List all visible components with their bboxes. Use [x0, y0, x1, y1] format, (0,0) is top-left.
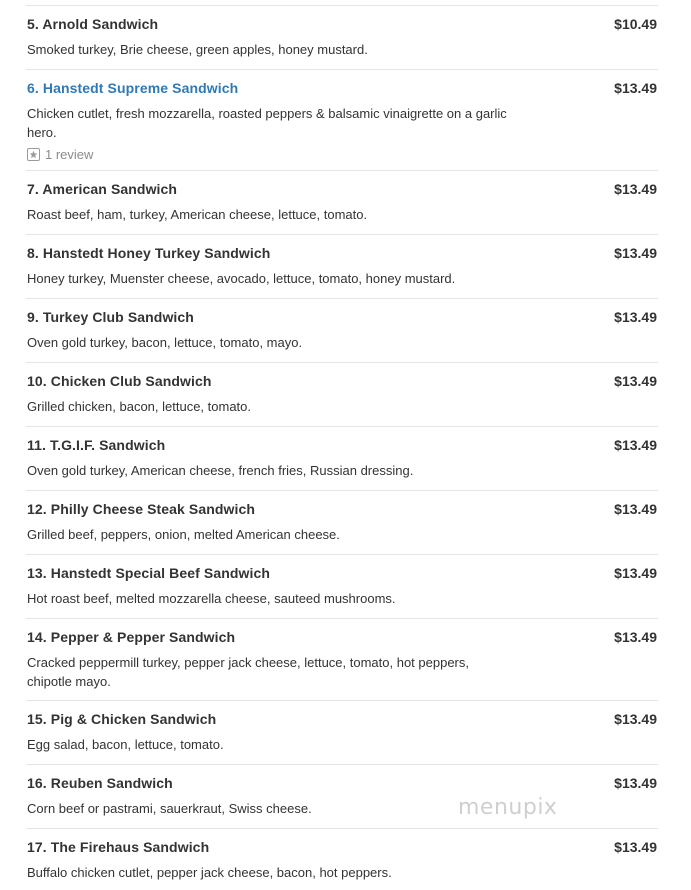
- item-description: Grilled chicken, bacon, lettuce, tomato.: [27, 399, 252, 414]
- item-price: $13.49: [614, 629, 657, 645]
- menu-list: [26, 5, 658, 889]
- item-price: $13.49: [614, 501, 657, 517]
- item-name: 10. Chicken Club Sandwich: [27, 373, 212, 389]
- item-price: $13.49: [614, 839, 657, 855]
- item-name: 15. Pig & Chicken Sandwich: [27, 711, 217, 727]
- item-description: Hot roast beef, melted mozzarella cheese, sauteed mushrooms.: [27, 591, 396, 606]
- item-name: 12. Philly Cheese Steak Sandwich: [27, 501, 256, 517]
- item-name: 9. Turkey Club Sandwich: [27, 309, 194, 325]
- item-name: 16. Reuben Sandwich: [27, 775, 173, 791]
- item-price: $13.49: [614, 711, 657, 727]
- item-price: $10.49: [614, 16, 657, 32]
- menu-item: [26, 299, 658, 363]
- menupix-watermark: menupix: [458, 795, 558, 820]
- item-price: $13.49: [614, 373, 657, 389]
- menu-item: [26, 765, 658, 829]
- review-link[interactable]: [27, 147, 93, 162]
- menu-item: [26, 555, 658, 619]
- item-description: Honey turkey, Muenster cheese, avocado, lettuce, tomato, honey mustard.: [27, 271, 456, 286]
- item-description: Egg salad, bacon, lettuce, tomato.: [27, 737, 224, 752]
- item-name: 13. Hanstedt Special Beef Sandwich: [27, 565, 271, 581]
- review-count: 1 review: [45, 147, 94, 162]
- item-name: 17. The Firehaus Sandwich: [27, 839, 210, 855]
- item-name: 5. Arnold Sandwich: [27, 16, 159, 32]
- menu-item: [26, 171, 658, 235]
- menu-item: [26, 70, 658, 171]
- item-description: Roast beef, ham, turkey, American cheese, lettuce, tomato.: [27, 207, 368, 222]
- item-name: 14. Pepper & Pepper Sandwich: [27, 629, 236, 645]
- menu-item: [26, 363, 658, 427]
- item-name: 8. Hanstedt Honey Turkey Sandwich: [27, 245, 271, 261]
- item-price: $13.49: [614, 437, 657, 453]
- item-price: $13.49: [614, 309, 657, 325]
- item-description: Oven gold turkey, bacon, lettuce, tomato, mayo.: [27, 335, 303, 350]
- item-name: 7. American Sandwich: [27, 181, 178, 197]
- item-description: Chicken cutlet, fresh mozzarella, roasted peppers & balsamic vinaigrette on a garlic hero.: [27, 106, 507, 140]
- menu-item: [26, 701, 658, 765]
- item-price: $13.49: [614, 181, 657, 197]
- item-description: Oven gold turkey, American cheese, french fries, Russian dressing.: [27, 463, 414, 478]
- item-description: Grilled beef, peppers, onion, melted American cheese.: [27, 527, 340, 542]
- item-description: Smoked turkey, Brie cheese, green apples, honey mustard.: [27, 42, 368, 57]
- menu-item: [26, 6, 658, 70]
- star-icon: [27, 148, 40, 161]
- item-price: $13.49: [614, 80, 657, 96]
- item-name: 11. T.G.I.F. Sandwich: [27, 437, 166, 453]
- menu-item: [26, 427, 658, 491]
- item-price: $13.49: [614, 775, 657, 791]
- item-price: $13.49: [614, 245, 657, 261]
- item-price: $13.49: [614, 565, 657, 581]
- item-description: Corn beef or pastrami, sauerkraut, Swiss cheese.: [27, 801, 312, 816]
- item-description: Cracked peppermill turkey, pepper jack cheese, lettuce, tomato, hot peppers, chipotle mayo.: [27, 655, 469, 689]
- menu-item: [26, 491, 658, 555]
- menu-item: [26, 619, 658, 701]
- menu-item: [26, 829, 658, 889]
- item-description: Buffalo chicken cutlet, pepper jack cheese, bacon, hot peppers.: [27, 865, 392, 880]
- item-name-link[interactable]: 6. Hanstedt Supreme Sandwich: [27, 80, 239, 96]
- menu-item: [26, 235, 658, 299]
